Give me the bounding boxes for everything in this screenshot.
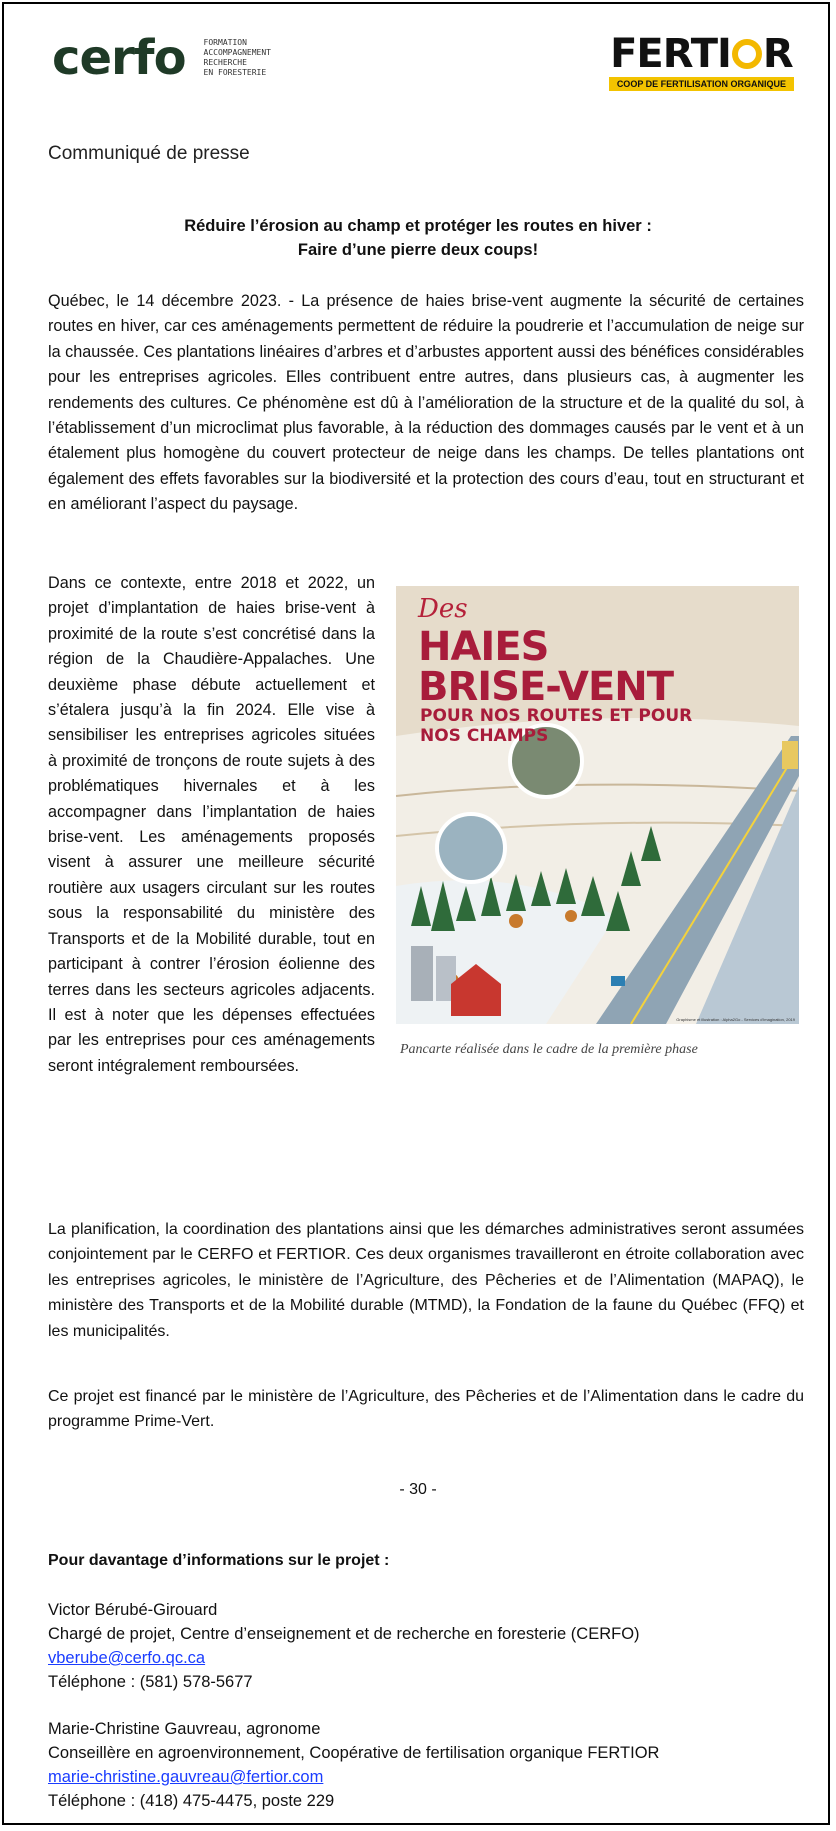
contact-phone: Téléphone : (581) 578-5677 xyxy=(48,1673,253,1691)
contact-role: Conseillère en agroenvironnement, Coopérative de fertilisation organique FERTIOR xyxy=(48,1744,660,1762)
fertior-o-ring-icon xyxy=(732,39,762,69)
contact-email-link[interactable]: marie-christine.gauvreau@fertior.com xyxy=(48,1768,324,1786)
poster-credit: Graphisme et illustration : Alpha2Go - Services d’imagination, 2019 xyxy=(676,1017,795,1022)
contact-block xyxy=(48,1598,640,1694)
cerfo-wordmark: cerfo xyxy=(52,30,186,86)
poster-subtitle: POUR NOS ROUTES ET POUR NOS CHAMPS xyxy=(420,706,693,746)
paragraph-context: Dans ce contexte, entre 2018 et 2022, un projet d’implantation de haies brise-vent à proximité de la route s’est concrétisé dans la région de la Chaudière-Appalaches. Une deuxième phase débute actuellement et s’étalera jusqu’à la fin 2024. Elle vise à sensibiliser les entreprises agricoles situées à proximité de tronçons de route sujets à des problématiques hivernales et à les accompagner dans l’implantation de haies brise-vent. Les aménagements proposés visent à assurer une meilleure sécurité routière aux usagers circulant sur les routes sous la responsabilité du ministère des Transports et de la Mobilité durable, tout en participant à contrer l’érosion éolienne des terres dans les secteurs agricoles adjacents. Il est à noter que les dépenses effectuées par les entreprises pour ces aménagements seront intégralement remboursées. xyxy=(48,574,375,1075)
fertior-tagline: COOP DE FERTILISATION ORGANIQUE xyxy=(609,77,794,91)
cerfo-tagline: FORMATION ACCOMPAGNEMENT RECHERCHE EN FORESTERIE xyxy=(203,38,271,77)
document-heading: Communiqué de presse xyxy=(48,143,250,164)
fertior-wordmark xyxy=(609,31,794,77)
info-heading: Pour davantage d’informations sur le projet : xyxy=(48,1552,390,1569)
fertior-word-end: R xyxy=(762,31,793,77)
contact-role: Chargé de projet, Centre d’enseignement et de recherche en foresterie (CERFO) xyxy=(48,1625,640,1643)
title-line-1: Réduire l’érosion au champ et protéger les routes en hiver : xyxy=(184,217,652,235)
contact-email-link[interactable]: vberube@cerfo.qc.ca xyxy=(48,1649,206,1667)
poster-title-brise-vent: BRISE-VENT xyxy=(418,664,674,710)
paragraph-funding: Ce projet est financé par le ministère de l’Agriculture, des Pêcheries et de l’Alimentation dans le cadre du programme Prime-Vert. xyxy=(48,1388,804,1431)
contact-block xyxy=(48,1717,659,1813)
paragraph-planning: La planification, la coordination des plantations ainsi que les démarches administratives seront assumées conjointement par le CERFO et FERTIOR. Ces deux organismes travailleront en étroite collaboration avec les entreprises agricoles, le ministère de l’Agriculture, des Pêcheries et de l’Alimentation (MAPAQ), le ministère des Transports et de la Mobilité durable (MTMD), la Fondation de la faune du Québec (FFQ) et les municipalités. xyxy=(48,1221,804,1340)
cerfo-logo xyxy=(52,30,271,86)
paragraph-intro: Québec, le 14 décembre 2023. - La présence de haies brise-vent augmente la sécurité de certaines routes en hiver, car ces aménagements permettent de réduire la poudrerie et l’accumulation de neige sur la chaussée. Ces plantations linéaires d’arbres et d’arbustes apportent aussi des bénéfices considérables pour les entreprises agricoles. Elles contribuent entre autres, dans plusieurs cas, à augmenter les rendements des cultures. Ce phénomène est dû à l’amélioration de la structure et de la qualité du sol, à l’établissement d’un microclimat plus favorable, à la réduction des dommages causés par le vent et à un étalement plus homogène du couvert protecteur de neige dans les champs. De telles plantations ont également des effets favorables sur la biodiversité et la protection des cours d’eau, tout en structurant et en améliorant l’aspect du paysage. xyxy=(48,292,804,514)
fertior-logo xyxy=(609,31,794,91)
contact-name: Marie-Christine Gauvreau, agronome xyxy=(48,1720,321,1738)
poster-des: Des xyxy=(418,594,468,624)
contact-phone: Téléphone : (418) 475-4475, poste 229 xyxy=(48,1792,335,1810)
poster-image xyxy=(396,586,799,1024)
poster-caption: Pancarte réalisée dans le cadre de la première phase xyxy=(400,1042,698,1057)
press-release-title xyxy=(48,214,788,262)
contact-name: Victor Bérubé-Girouard xyxy=(48,1601,218,1619)
poster-title-haies: HAIES xyxy=(418,624,549,670)
title-line-2: Faire d’une pierre deux coups! xyxy=(297,241,539,259)
press-release-page xyxy=(2,2,830,1825)
fertior-word-start: FERTI xyxy=(610,31,731,77)
end-marker: - 30 - xyxy=(399,1481,437,1498)
